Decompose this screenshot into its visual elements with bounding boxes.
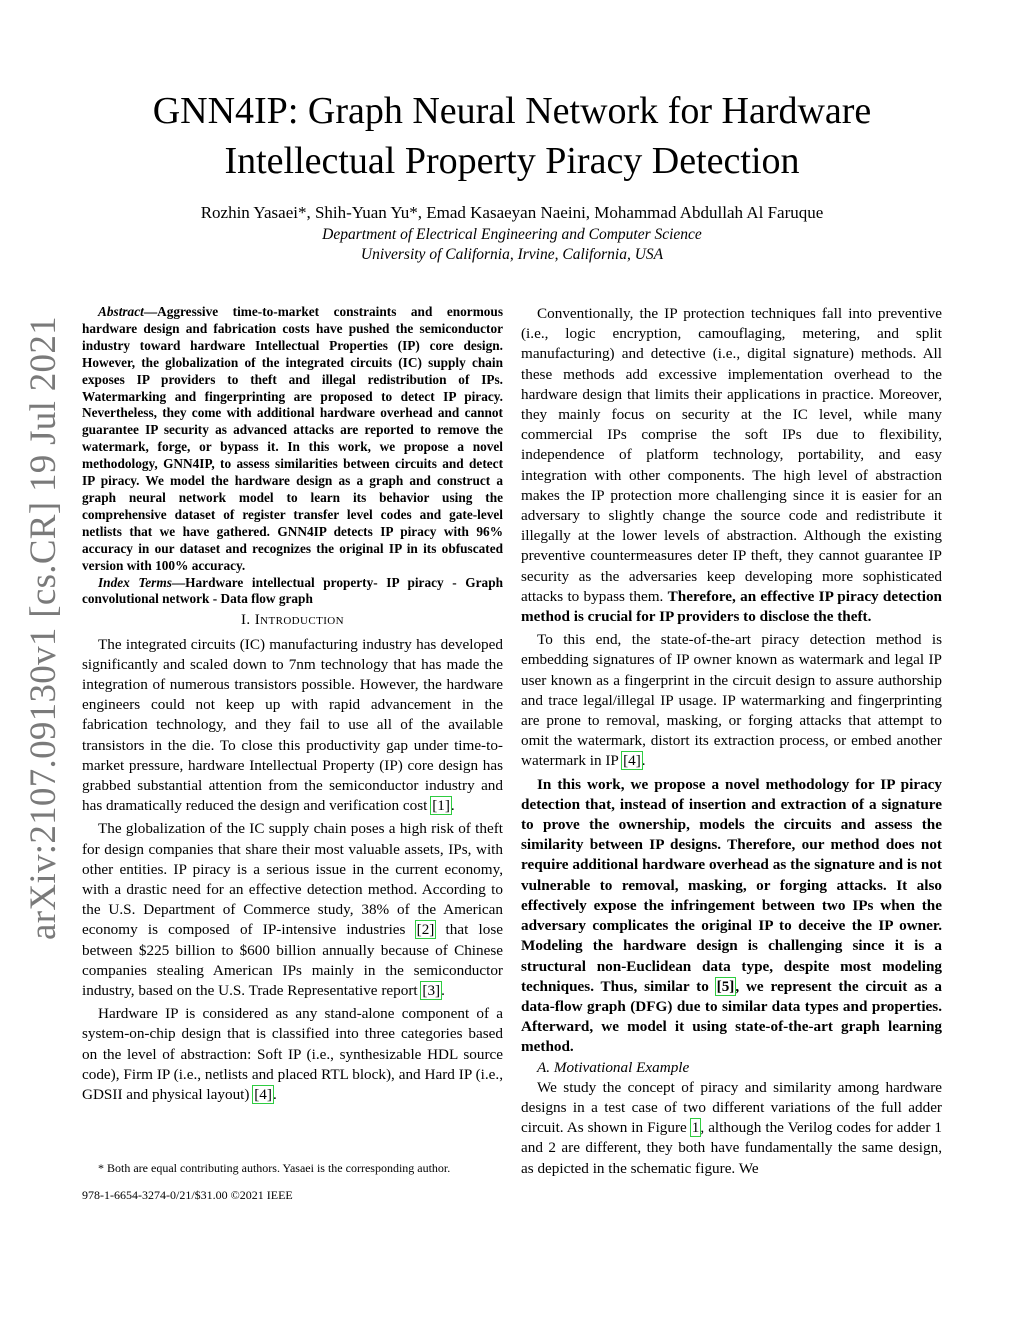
copyright-notice: 978-1-6654-3274-0/21/$31.00 ©2021 IEEE	[82, 1188, 293, 1202]
index-terms-text: Hardware intellectual property- IP piracy - Graph convolutional network - Data flow graph	[82, 574, 503, 607]
index-terms-lead: Index Terms	[98, 574, 172, 590]
section-heading-introduction	[82, 610, 503, 630]
right-p2-text: To this end, the state-of-the-art piracy detection method is embedding signatures of IP owner known as watermark and legal IP user known as a fingerprint in the circuit design to assure authorship and trace legal/illegal IP usage. IP watermarking and fingerprinting are prone to removal, masking, or forging attacks that attempt to omit the watermark, distort its extraction process, or embed another watermark in IP	[521, 631, 942, 770]
right-column	[521, 304, 942, 1179]
paper-title	[60, 86, 964, 186]
right-p4-text: We study the concept of piracy and similarity among hardware designs in a test case of two different variations of the full adder circuit. As shown in Figure	[521, 1078, 942, 1137]
intro-p2-text: The globalization of the IC supply chain poses a high risk of theft for design companies that share their most valuable assets, IPs, with other entities. IP piracy is a serious issue in the current economy, with a drastic need for an effective detection method. According to the U.S. Department of Commerce study, 38% of the American economy is composed of IP-intensive industries	[82, 820, 503, 939]
abstract-lead: Abstract	[98, 304, 144, 319]
intro-p3-end: .	[272, 1085, 277, 1103]
footnote: * Both are equal contributing authors. Yasaei is the corresponding author.	[98, 1161, 451, 1175]
right-paragraph-1	[521, 304, 942, 627]
right-p3-end: , we represent the circuit as a data-flow graph (DFG) due to similar data types and properties. Afterward, we model it using state-of-the-art graph learning method.	[521, 977, 942, 1056]
abstract-text: Aggressive time-to-market constraints and enormous hardware design and fabrication costs have pushed the semiconductor industry toward hardware Intellectual Properties (IP) core design. However, the globalization of the integrated circuits (IC) supply chain exposes IP providers to theft and illegal redistribution of IPs. Watermarking and fingerprinting are proposed to detect IP piracy. Nevertheless, they come with additional hardware overhead and cannot guarantee IP security as advanced attacks are reported to remove the watermark, forge, or bypass it. In this work, we propose a novel methodology, GNN4IP, to assess similarities between circuits and detect IP piracy. We model the hardware design as a graph and construct a graph neural network model to learn its behavior using the comprehensive dataset of register transfer level codes and gate-level netlists that we have gathered. GNN4IP detects IP piracy with 96% accuracy in our dataset and recognizes the original IP in its obfuscated version with 100% accuracy.	[82, 304, 503, 573]
right-p3-text: In this work, we propose a novel methodology for IP piracy detection that, instead of insertion and extraction of a signature to prove the ownership, models the circuits and assess the similarity between IP designs. Therefore, our method does not require additional hardware overhead as the signature and is not vulnerable to removal, masking, or forging attacks. It also effectively expose the infringement between two IPs when the adversary complicates the original IP to deceive the IP owner. Modeling the hardware design is challenging since it is a structural non-Euclidean data type, despite most modeling techniques. Thus, similar to	[521, 775, 942, 995]
citation-link[interactable]: [5]	[716, 977, 735, 995]
arxiv-identifier: arXiv:2107.09130v1 [cs.CR] 19 Jul 2021	[23, 316, 64, 940]
abstract-dash: —	[143, 304, 158, 319]
right-p1-bold: Therefore, an effective IP piracy detection method is crucial for IP providers to disclose the theft.	[521, 587, 942, 626]
figure-link[interactable]: 1	[691, 1119, 700, 1137]
intro-p3-text: Hardware IP is considered as any stand-alone component of a system-on-chip design that is classified into three categories based on the level of abstraction: Soft IP (i.e., synthesizable HDL source code), Firm IP (i.e., netlists and placed RTL block), and Hard IP (i.e., GDSII and physical layout)	[82, 1005, 503, 1103]
intro-p2-text-2: that lose between $225 billion to $600 billion annually because of Chinese companies stealing American IPs mainly in the semiconductor industry, based on the U.S. Trade Representative report	[82, 921, 503, 999]
citation-link[interactable]: [3]	[422, 981, 441, 999]
left-column	[82, 304, 503, 1105]
affiliation	[60, 225, 964, 265]
intro-paragraph-2	[82, 819, 503, 1001]
paper-title-line-1: GNN4IP: Graph Neural Network for Hardware	[152, 90, 872, 132]
citation-link[interactable]: [4]	[623, 752, 641, 770]
section-number: I.	[241, 612, 255, 629]
intro-paragraph-3	[82, 1004, 503, 1105]
intro-p1-end: .	[450, 797, 455, 815]
author-list: Rozhin Yasaei*, Shih-Yuan Yu*, Emad Kasaeyan Naeini, Mohammad Abdullah Al Faruque	[200, 203, 824, 222]
subsection-heading: A. Motivational Example	[537, 1058, 690, 1076]
citation-link[interactable]: [2]	[416, 921, 435, 939]
right-p4-end: , although the Verilog codes for adder 1 and 2 are different, they both have fundamentally the same design, as depicted in the schematic figure. We	[521, 1119, 942, 1177]
intro-p1-text: The integrated circuits (IC) manufacturing industry has developed significantly and scaled down to 7nm technology that has made the integration of numerous transistors possible. However, the hardware engineers could not keep up with rapid advancement in the fabrication technology, and they fail to use all of the available transistors in the die. To close this productivity gap under time-to-market pressure, hardware Intellectual Property (IP) core design has grabbed substantial attention from the semiconductor industry and has dramatically reduced the design and verification cost	[82, 635, 503, 815]
right-paragraph-4	[521, 1078, 942, 1179]
citation-link[interactable]: [4]	[254, 1085, 272, 1103]
index-terms-dash: —	[171, 574, 186, 590]
citation-link[interactable]: [1]	[432, 797, 450, 815]
index-terms	[82, 575, 503, 609]
right-paragraph-3	[521, 775, 942, 1058]
university: University of California, Irvine, California, USA	[360, 246, 664, 263]
department: Department of Electrical Engineering and Computer Science	[322, 226, 702, 243]
intro-paragraph-1	[82, 635, 503, 817]
right-paragraph-2	[521, 630, 942, 771]
section-name: Introduction	[254, 612, 344, 629]
abstract	[82, 304, 503, 575]
intro-p2-end: .	[441, 981, 445, 999]
right-p2-end: .	[641, 752, 646, 770]
paper-title-line-2: Intellectual Property Piracy Detection	[224, 140, 800, 182]
right-p1-text: Conventionally, the IP protection techniques fall into preventive (i.e., logic encryption, camouflaging, metering, and split manufacturing) and detective (i.e., digital signature) methods. All these methods add excessive implementation overhead to the hardware design that limits their applications in practice. Moreover, they mainly focus on security at the IC level, while many commercial IPs comprise the soft IPs due to flexibility, independence of platform technology, portability, and easy integration with other components. The high level of abstraction makes the IP protection more challenging since it is easier for an adversary to slightly change the source code and redistribute it illegally at the lower levels of abstraction. Although the existing preventive countermeasures deter IP theft, they cannot guarantee IP security as the adversaries keep developing more sophisticated attacks to bypass them.	[521, 305, 942, 605]
